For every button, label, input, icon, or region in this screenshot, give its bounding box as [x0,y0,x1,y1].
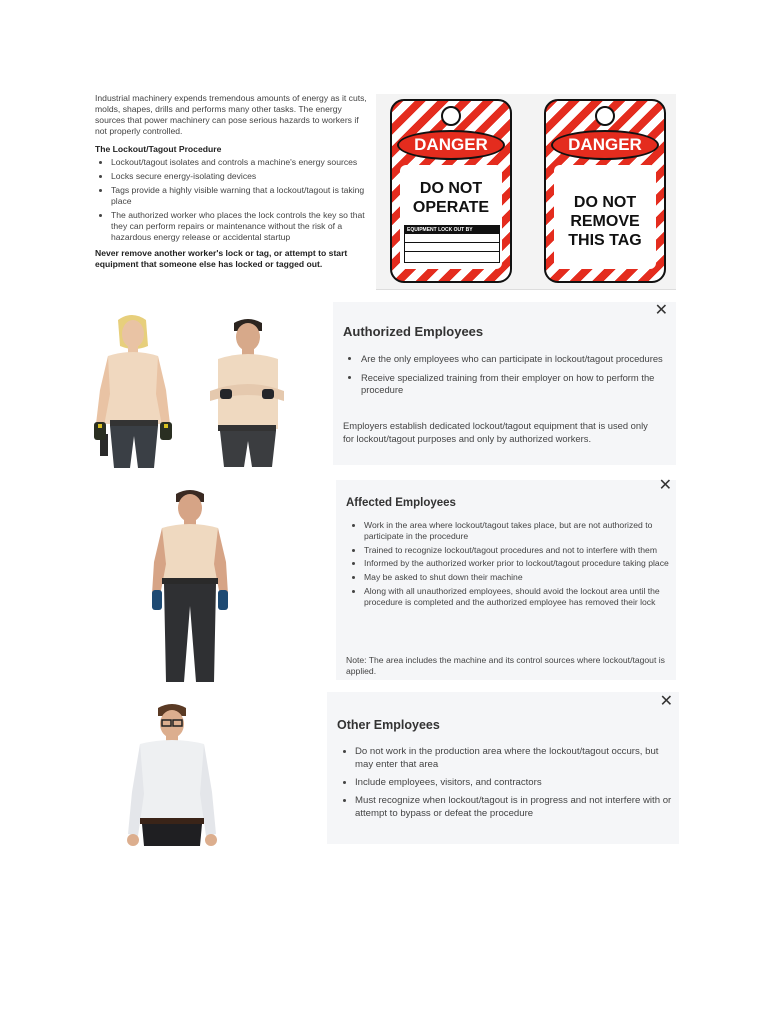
list-item: • Tags provide a highly visible warning that a lockout/tagout is taking place [111,185,370,207]
list-item: • Locks secure energy-isolating devices [111,171,370,182]
list-item: • May be asked to shut down their machine [364,572,676,583]
popup-list [339,745,675,825]
affected-worker-figure [150,486,230,682]
form-row [405,243,499,252]
danger-tag-do-not-operate [390,99,512,283]
close-icon[interactable]: ✕ [658,477,672,494]
office-worker-figure [126,702,218,846]
list-item: • The authorized worker who places the lock controls the key so that they can perform repairs or maintenance without the risk of a hazardous energy release or accidental startup [111,210,370,243]
lockout-form-label: EQUIPMENT LOCK OUT BY [405,226,499,234]
tag-message [400,179,502,217]
warning-text: Never remove another worker's lock or tag, or attempt to start equipment that someone else has locked or tagged out. [95,248,348,269]
list-item: • Must recognize when lockout/tagout is in progress and not interfere with or attempt to bypass or defeat the procedure [355,794,675,820]
popup-note: Employers establish dedicated lockout/tagout equipment that is used only for lockout/tagout purposes and only by authorized workers. [343,420,648,444]
close-icon[interactable]: ✕ [659,693,673,710]
tag-message [554,193,656,250]
danger-tags-image [376,94,676,290]
popup-list [348,520,676,611]
tag-line: THIS TAG [568,232,642,249]
tag-panel [400,165,502,269]
popup-note: Note: The area includes the machine and its control sources where lockout/tagout is applied. [346,655,665,676]
list-item: • Along with all unauthorized employees, should avoid the lockout area until the procedure is completed and the authorized employee has removed their lock [364,586,676,608]
lockout-form [404,225,500,263]
intro-section [95,93,370,270]
popup-title: Authorized Employees [343,324,484,339]
list-item: • Informed by the authorized worker prior to lockout/tagout procedure taking place [364,558,676,569]
other-employees-popup [327,692,679,844]
list-item: • Are the only employees who can participate in lockout/tagout procedures [361,353,671,366]
intro-paragraph: Industrial machinery expends tremendous amounts of energy as it cuts, molds, shapes, drills and performs many other tasks. The energy sources that power machinery can pose serious hazards to workers if not properly controlled. [95,93,367,136]
list-item: • Receive specialized training from their employer on how to perform the procedure [361,372,671,397]
procedure-list [95,157,370,243]
tag-danger-header: DANGER [551,130,659,160]
popup-list [345,353,671,403]
popup-title: Other Employees [337,718,440,732]
female-worker-figure [94,312,174,468]
tag-panel [554,165,656,269]
close-icon[interactable]: ✕ [654,302,668,319]
tag-danger-header: DANGER [397,130,505,160]
list-item: • Work in the area where lockout/tagout takes place, but are not authorized to participate in the procedure [364,520,676,542]
tag-hole [441,106,461,126]
danger-tag-do-not-remove [544,99,666,283]
form-row [405,252,499,260]
tag-hole [595,106,615,126]
tag-line: OPERATE [412,199,490,216]
tag-line: DO NOT [573,194,637,211]
list-item: • Do not work in the production area where the lockout/tagout occurs, but may enter that area [355,745,675,771]
list-item: • Trained to recognize lockout/tagout procedures and not to interfere with them [364,545,676,556]
authorized-employees-popup [333,302,676,465]
list-item: • Lockout/tagout isolates and controls a machine's energy sources [111,157,370,168]
procedure-heading: The Lockout/Tagout Procedure [95,144,222,154]
male-worker-figure [206,315,288,467]
popup-title: Affected Employees [346,497,456,509]
affected-employees-popup [336,477,676,680]
tag-line: REMOVE [570,213,640,230]
list-item: • Include employees, visitors, and contractors [355,776,675,789]
tag-line: DO NOT [419,180,483,197]
form-row [405,234,499,243]
